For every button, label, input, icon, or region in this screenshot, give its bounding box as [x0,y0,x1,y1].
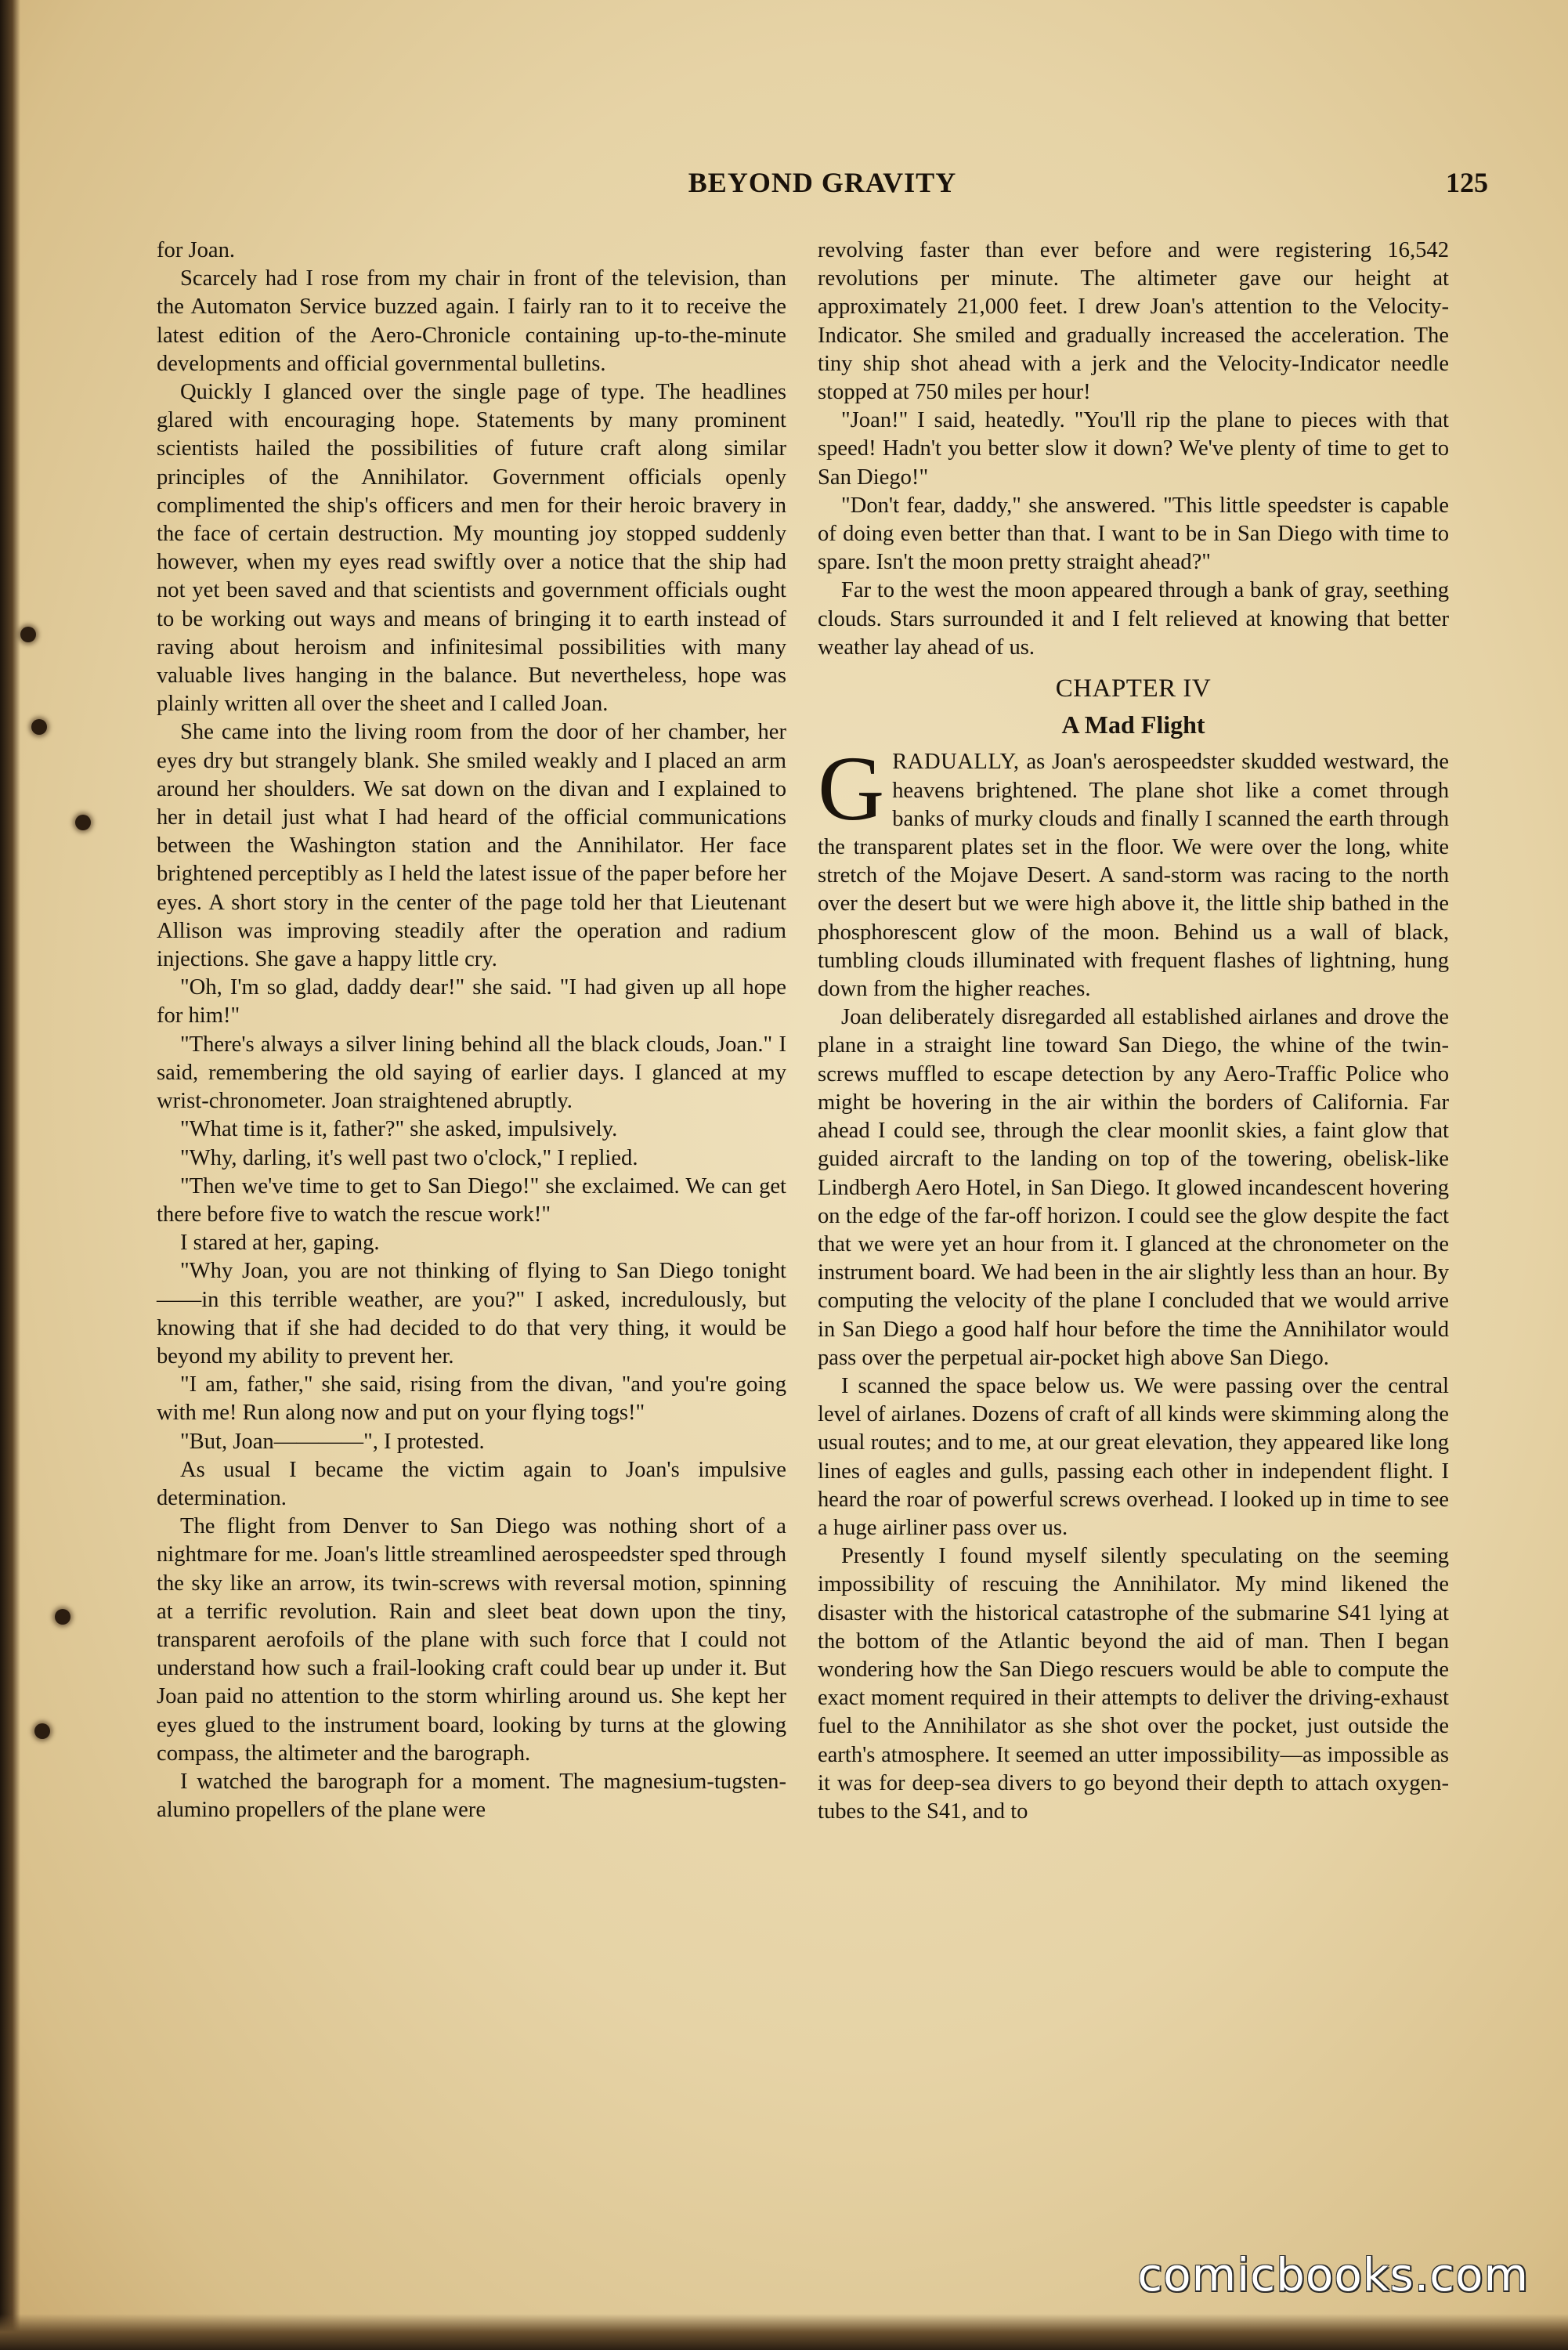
paragraph: Quickly I glanced over the single page of type. The headlines glared with encouraging hope. Statements by many prominent scientists hailed the possibilities of future craft along similar principles of the Annihilator. Government officials openly complimented the ship's officers and men for their heroic bravery in the face of certain destruction. My mounting joy stopped suddenly however, when my eyes read swiftly over a notice that the ship had not yet been saved and that scientists and government officials ought to be working out ways and means of bringing it to earth instead of raving about heroism and infinitesimal possibilities with many valuable lives hanging in the balance. But nevertheless, hope was plainly written all over the sheet and I called Joan. [157,380,786,717]
chapter-number: CHAPTER IV [1055,674,1212,703]
paragraph: Far to the west the moon appeared through a bank of gray, seething clouds. Stars surrounded it and I felt relieved at knowing that better weather lay ahead of us. [818,578,1449,660]
paragraph: "Why, darling, it's well past two o'clock," I replied. [180,1145,638,1170]
page-number: 125 [1446,167,1488,198]
drop-cap: G [818,737,885,841]
left-text-column [157,237,786,2297]
paragraph: She came into the living room from the door of her chamber, her eyes dry but strangely blank. She smiled weakly and I placed an arm around her shoulders. We sat down on the divan and I explained to her in detail just what I had heard of the official communications between the Washington station and the Annihilator. Her face brightened perceptibly as I held the latest issue of the paper before her eyes. A short story in the center of the page told her that Lieutenant Allison was improving steadily after the operation and radium injections. She gave a happy little cry. [157,720,786,972]
paragraph: The flight from Denver to San Diego was nothing short of a nightmare for me. Joan's little streamlined aerospeedster sped through the sky like an arrow, its twin-screws with reversal motion, spinning at a terrific revolution. Rain and sleet beat down upon the tiny, transparent aerofoils of the plane with such force that I could not understand how such a frail-looking craft could bear up under it. But Joan paid no attention to the storm whirling around us. She kept her eyes glued to the instrument board, looking by turns at the glowing compass, the altimeter and the barograph. [157,1514,786,1766]
paragraph: "I am, father," she said, rising from the divan, "and you're going with me! Run along now and put on your flying togs!" [157,1372,786,1426]
page-bottom-edge-shadow [0,2314,1568,2350]
binding-hole [34,1723,50,1739]
paragraph: I stared at her, gaping. [180,1231,380,1256]
paragraph-text: as Joan's aerospeedster skudded westward, the heavens brightened. The plane shot like a comet through banks of murky clouds and finally I scanned the earth through the transparent plates set in the floor. We were over the long, white stretch of the Mojave Desert. A sand-storm was racing to the north over the desert but we were high above it, the little ship bathed in the phosphorescent glow of the moon. Behind us a wall of black, tumbling clouds illuminated with frequent flashes of lightning, hung down from the higher reaches. [818,750,1449,1002]
paragraph: Joan deliberately disregarded all established airlanes and drove the plane in a straight line toward San Diego, the whine of the twin-screws muffled to escape detection by any Aero-Traffic Police who might be hovering in the air within the borders of California. Far ahead I could see, through the clear moonlit skies, a faint glow that guided aircraft to the landing on top of the towering, obelisk-like Lindbergh Aero Hotel, in San Diego. It glowed incandescent hovering on the edge of the far-off horizon. I could see the glow despite the fact that we were yet an hour from it. I glanced at the chronometer on the instrument board. We had been in the air slightly less than an hour. By computing the velocity of the plane I concluded that we would arrive in San Diego a good half hour before the time the Annihilator would pass over the perpetual air-pocket high above San Diego. [818,1005,1449,1370]
paragraph: "Don't fear, daddy," she answered. "This little speedster is capable of doing even better than that. I want to be in San Diego with time to spare. Isn't the moon pretty straight ahead?" [818,493,1449,575]
paragraph: "Joan!" I said, heatedly. "You'll rip the plane to pieces with that speed! Hadn't you better slow it down? We've plenty of time to get to San Diego!" [818,408,1449,490]
paragraph: "What time is it, father?" she asked, impulsively. [180,1117,618,1142]
page-header [157,166,1488,205]
binding-hole [20,627,36,642]
paragraph: As usual I became the victim again to Joan's impulsive determination. [157,1457,786,1510]
paragraph: "Oh, I'm so glad, daddy dear!" she said. "I had given up all hope for him!" [157,975,786,1029]
paragraph: "Why Joan, you are not thinking of flying to San Diego tonight——in this terrible weather, are you?" I asked, incredulously, but knowing that if she had decided to do that very thing, it would be beyond my ability to prevent her. [157,1259,786,1368]
chapter-opening-paragraph [818,737,1449,1003]
paragraph: I scanned the space below us. We were passing over the central level of airlanes. Dozens of craft of all kinds were skimming along the usual routes; and to me, at our great elevation, they appeared like long lines of eagles and gulls, passing each other in independent flight. I heard the roar of powerful screws overhead. I looked up in time to see a huge airliner pass over us. [818,1373,1449,1540]
paragraph: "Then we've time to get to San Diego!" she exclaimed. We can get there before five to watch the rescue work!" [157,1173,786,1227]
binding-hole [31,719,47,735]
site-watermark: comicbooks.com [1137,2248,1529,2301]
lead-words: RADUALLY, [892,750,1020,775]
paragraph: for Joan. [157,238,236,262]
binding-hole [55,1609,70,1625]
paragraph: I watched the barograph for a moment. The magnesium-tugsten-alumino propellers of the plane were [157,1769,786,1823]
paragraph: Presently I found myself silently speculating on the seeming impossibility of rescuing the Annihilator. My mind likened the disaster with the historical catastrophe of the submarine S41 lying at the bottom of the Atlantic beyond the aid of man. Then I began wondering how the San Diego rescuers would be able to compute the exact moment required in their attempts to deliver the driving-exhaust fuel to the Annihilator as she shot over the pocket, just outside the earth's atmosphere. It seemed an utter impossibility—as impossible as it was for deep-sea divers to go beyond their depth to attach oxygen-tubes to the S41, and to [818,1544,1449,1824]
paragraph: Scarcely had I rose from my chair in front of the television, than the Automaton Service buzzed again. I fairly ran to it to receive the latest edition of the Aero-Chronicle containing up-to-the-minute developments and official governmental bulletins. [157,266,786,376]
paragraph: "There's always a silver lining behind all the black clouds, Joan." I said, remembering the old saying of earlier days. I glanced at my wrist-chronometer. Joan straightened abruptly. [157,1032,786,1114]
paragraph: revolving faster than ever before and were registering 16,542 revolutions per minute. The altimeter gave our height at approximately 21,000 feet. I drew Joan's attention to the Velocity-Indicator. She smiled and gradually increased the acceleration. The tiny ship shot ahead with a jerk and the Velocity-Indicator needle stopped at 750 miles per hour! [818,238,1449,405]
page-left-edge-shadow [0,0,20,2350]
binding-hole [75,815,91,830]
paragraph: "But, Joan————", I protested. [180,1429,485,1454]
running-title: BEYOND GRAVITY [688,167,957,198]
chapter-title: A Mad Flight [1061,710,1205,739]
right-text-column [818,237,1449,2297]
